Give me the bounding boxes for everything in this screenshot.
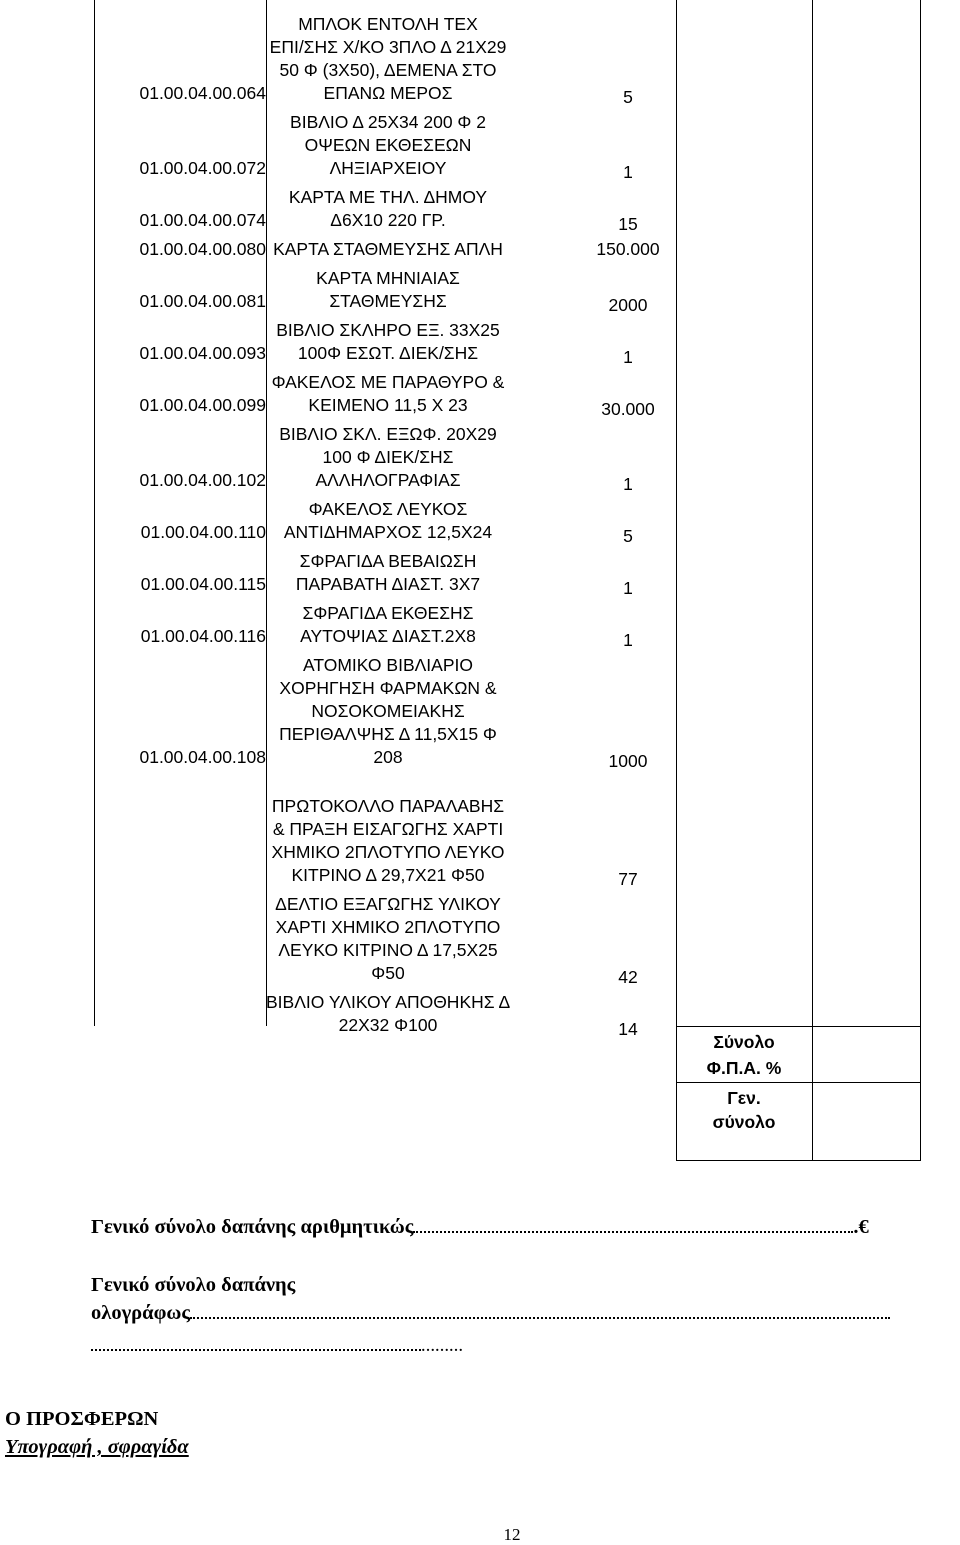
item-description-line: ΑΛΛΗΛΟΓΡΑΦΙΑΣ [315, 470, 461, 490]
numeric-total-label: Γενικό σύνολο δαπάνης αριθμητικώς [91, 1216, 414, 1238]
item-description-line: ΧΟΡΗΓΗΣΗ ΦΑΡΜΑΚΩΝ & [279, 678, 497, 698]
table-row [0, 319, 960, 371]
item-quantity: 15 [618, 214, 638, 234]
table-row [0, 991, 960, 1043]
table-row [0, 371, 960, 423]
table-row [0, 13, 960, 111]
table-row [0, 238, 960, 267]
item-description-line: Φ50 [371, 963, 405, 983]
signature-label: Υπογραφή , σφραγίδα [5, 1436, 189, 1458]
item-description-line: 100 Φ ΔΙΕΚ/ΣΗΣ [322, 447, 454, 467]
words-total-line3 [91, 1334, 463, 1357]
words-total-label-line1: Γενικό σύνολο δαπάνης [91, 1274, 296, 1296]
item-description-line: 50 Φ (3Χ50), ΔΕΜΕΝΑ ΣΤΟ [279, 60, 497, 80]
item-description-line: ΛΗΞΙΑΡΧΕΙΟΥ [329, 158, 447, 178]
item-description [266, 267, 510, 313]
item-code: 01.00.04.00.102 [139, 470, 266, 490]
item-description-line: ΒΙΒΛΙΟ ΣΚΛΗΡΟ ΕΞ. 33Χ25 [276, 320, 500, 340]
item-description-line: ΦΑΚΕΛΟΣ ΜΕ ΠΑΡΑΘΥΡΟ & [271, 372, 505, 392]
item-description [266, 423, 510, 492]
item-quantity: 1 [623, 474, 633, 494]
item-description-line: ΑΤΟΜΙΚΟ ΒΙΒΛΙΑΡΙΟ [303, 655, 473, 675]
item-quantity: 30.000 [601, 399, 655, 419]
offerer-title: Ο ΠΡΟΣΦΕΡΩΝ [5, 1408, 159, 1430]
table-row [0, 498, 960, 550]
item-description-line: ΔΕΛΤΙΟ ΕΞΑΓΩΓΗΣ ΥΛΙΚΟΥ [275, 894, 501, 914]
item-description-line: ΛΕΥΚΟ ΚΙΤΡΙΝΟ Δ 17,5Χ25 [278, 940, 498, 960]
numeric-total-line [91, 1216, 869, 1239]
words-total-line2 [91, 1302, 890, 1325]
item-code: 01.00.04.00.110 [140, 522, 266, 542]
item-description-line: & ΠΡΑΞΗ ΕΙΣΑΓΩΓΗΣ ΧΑΡΤΙ [272, 819, 504, 839]
item-description-line: ΣΤΑΘΜΕΥΣΗΣ [329, 291, 447, 311]
numeric-total-suffix: .€ [853, 1216, 869, 1238]
item-quantity: 2000 [608, 295, 648, 315]
table-row [0, 423, 960, 498]
item-description-line: ΚΑΡΤΑ ΣΤΑΘΜΕΥΣΗΣ ΑΠΛΗ [273, 239, 503, 259]
item-code: 01.00.04.00.072 [139, 158, 266, 178]
item-description-line: ΠΡΩΤΟΚΟΛΛΟ ΠΑΡΑΛΑΒΗΣ [271, 796, 505, 816]
item-description [266, 654, 510, 769]
item-description-line: ΚΑΡΤΑ ΜΕ ΤΗΛ. ΔΗΜΟΥ [288, 187, 488, 207]
item-description-line: ΝΟΣΟΚΟΜΕΙΑΚΗΣ [311, 701, 465, 721]
item-description [266, 893, 510, 985]
words-total-trailing-dots: ……… [421, 1340, 463, 1355]
item-code: 01.00.04.00.093 [139, 343, 266, 363]
table-row [0, 795, 960, 893]
page-number: 12 [503, 1525, 521, 1544]
item-description-line: ΣΦΡΑΓΙΔΑ ΒΕΒΑΙΩΣΗ [299, 551, 477, 571]
item-description [266, 186, 510, 232]
item-description-line: 100Φ ΕΣΩΤ. ΔΙΕΚ/ΣΗΣ [297, 343, 479, 363]
item-description-line: 208 [373, 747, 403, 767]
table-row [0, 267, 960, 319]
item-description-line: ΠΕΡΙΘΑΛΨΗΣ Δ 11,5Χ15 Φ [279, 724, 497, 744]
item-quantity: 1 [623, 347, 633, 367]
item-quantity: 5 [623, 526, 633, 546]
item-description [266, 795, 510, 887]
table-row [0, 550, 960, 602]
item-code: 01.00.04.00.115 [140, 574, 266, 594]
item-description-line: ΕΠΑΝΩ ΜΕΡΟΣ [323, 83, 453, 103]
item-quantity: 1 [623, 630, 633, 650]
item-description-line: ΜΠΛΟΚ ΕΝΤΟΛΗ ΤΕΧ [298, 14, 478, 34]
numeric-total-dots [413, 1227, 853, 1233]
item-description [266, 602, 510, 648]
item-code: 01.00.04.00.064 [139, 83, 266, 103]
item-quantity: 150.000 [596, 239, 660, 259]
item-quantity: 5 [623, 87, 633, 107]
item-description [266, 238, 510, 261]
table-row [0, 111, 960, 186]
words-total-dots-continued [91, 1345, 421, 1351]
item-description-line: ΕΠΙ/ΣΗΣ Χ/ΚΟ 3ΠΛΟ Δ 21Χ29 [269, 37, 507, 57]
table-row [0, 654, 960, 795]
item-code: 01.00.04.00.108 [139, 747, 266, 767]
items-table [0, 13, 960, 1043]
item-code: 01.00.04.00.080 [139, 239, 266, 259]
table-row [0, 893, 960, 991]
item-description-line: ΑΥΤΟΨΙΑΣ ΔΙΑΣΤ.2Χ8 [300, 626, 476, 646]
item-description-line: ΚΕΙΜΕΝΟ 11,5 Χ 23 [308, 395, 468, 415]
words-total-label-line2: ολογράφως [91, 1302, 190, 1324]
item-code: 01.00.04.00.116 [140, 626, 266, 646]
item-quantity: 1000 [608, 751, 648, 771]
item-description-line: ΠΑΡΑΒΑΤΗ ΔΙΑΣΤ. 3Χ7 [295, 574, 481, 594]
vat-label: Φ.Π.Α. % [706, 1058, 782, 1078]
item-description-line: 22Χ32 Φ100 [338, 1015, 438, 1035]
item-description [266, 111, 510, 180]
item-quantity: 1 [623, 162, 633, 182]
item-description-line: ΟΨΕΩΝ ΕΚΘΕΣΕΩΝ [304, 135, 472, 155]
item-description-line: ΚΙΤΡΙΝΟ Δ 29,7Χ21 Φ50 [291, 865, 485, 885]
item-quantity: 1 [623, 578, 633, 598]
item-description [266, 13, 510, 105]
item-description-line: ΑΝΤΙΔΗΜΑΡΧΟΣ 12,5Χ24 [283, 522, 493, 542]
item-description [266, 991, 510, 1037]
grand-total-label-line2: σύνολο [712, 1112, 776, 1132]
item-code: 01.00.04.00.081 [139, 291, 266, 311]
item-quantity: 14 [618, 1019, 638, 1039]
item-description [266, 319, 510, 365]
item-description-line: ΒΙΒΛΙΟ ΣΚΛ. ΕΞΩΦ. 20Χ29 [279, 424, 497, 444]
item-description-line: ΒΙΒΛΙΟ ΥΛΙΚΟΥ ΑΠΟΘΗΚΗΣ Δ [266, 992, 511, 1012]
item-description-line: Δ6Χ10 220 ΓΡ. [330, 210, 446, 230]
item-quantity: 77 [618, 869, 638, 889]
item-quantity: 42 [618, 967, 638, 987]
item-description-line: ΣΦΡΑΓΙΔΑ ΕΚΘΕΣΗΣ [302, 603, 474, 623]
item-description [266, 371, 510, 417]
item-description [266, 498, 510, 544]
item-description-line: ΒΙΒΛΙΟ Δ 25Χ34 200 Φ 2 [290, 112, 486, 132]
item-description-line: ΧΑΡΤΙ ΧΗΜΙΚΟ 2ΠΛΟΤΥΠΟ [275, 917, 501, 937]
words-total-dots [190, 1313, 890, 1319]
item-code: 01.00.04.00.099 [139, 395, 266, 415]
item-description-line: ΦΑΚΕΛΟΣ ΛΕΥΚΟΣ [308, 499, 468, 519]
item-description-line: ΚΑΡΤΑ ΜΗΝΙΑΙΑΣ [316, 268, 460, 288]
sum-label: Σύνολο [713, 1032, 775, 1052]
table-row [0, 186, 960, 238]
item-description-line: ΧΗΜΙΚΟ 2ΠΛΟΤΥΠΟ ΛΕΥΚΟ [271, 842, 505, 862]
grand-total-label-line1: Γεν. [727, 1088, 761, 1108]
table-row [0, 602, 960, 654]
item-code: 01.00.04.00.074 [139, 210, 266, 230]
item-description [266, 550, 510, 596]
